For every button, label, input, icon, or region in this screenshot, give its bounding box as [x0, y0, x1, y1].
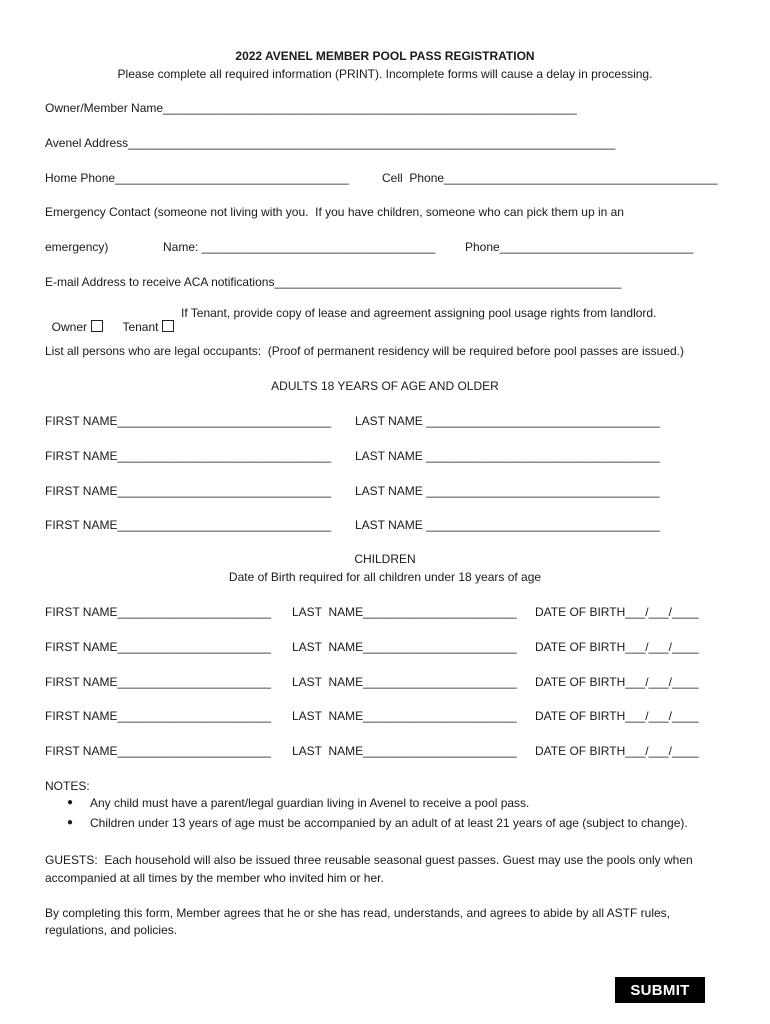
note-item: Children under 13 years of age must be accompanied by an adult of at least 21 years of age (subject to change).: [90, 816, 688, 830]
adult-first-name-field[interactable]: FIRST NAME________________________________: [45, 414, 332, 428]
submit-button[interactable]: SUBMIT: [615, 977, 705, 1003]
cell-phone-field[interactable]: Cell Phone_________________________________________: [382, 171, 718, 185]
agreement-text-line1: By completing this form, Member agrees that he or she has read, understands, and agrees to abide by all ASTF rules,: [45, 906, 670, 920]
owner-label: Owner: [51, 320, 88, 334]
child-first-name-field[interactable]: FIRST NAME_______________________: [45, 744, 271, 758]
tenant-note: If Tenant, provide copy of lease and agreement assigning pool usage rights from landlord.: [181, 306, 657, 320]
form-title: 2022 AVENEL MEMBER POOL PASS REGISTRATION: [235, 49, 535, 63]
adult-last-name-field[interactable]: LAST NAME ___________________________________: [355, 414, 660, 428]
child-dob-field[interactable]: DATE OF BIRTH___/___/____: [535, 605, 699, 619]
agreement-text-line2: regulations, and policies.: [45, 923, 178, 937]
tenant-label: Tenant: [122, 320, 159, 334]
emergency-label: emergency): [45, 240, 109, 254]
guests-text-line2: accompanied at all times by the member who invited him or her.: [45, 871, 384, 885]
child-dob-field[interactable]: DATE OF BIRTH___/___/____: [535, 709, 699, 723]
child-first-name-field[interactable]: FIRST NAME_______________________: [45, 640, 271, 654]
avenel-address-field[interactable]: Avenel Address_________________________________________________________________________: [45, 136, 616, 150]
child-last-name-field[interactable]: LAST NAME_______________________: [292, 640, 517, 654]
note-item: Any child must have a parent/legal guardian living in Avenel to receive a pool pass.: [90, 796, 530, 810]
adult-first-name-field[interactable]: FIRST NAME________________________________: [45, 449, 332, 463]
emergency-phone-field[interactable]: Phone_____________________________: [465, 240, 694, 254]
owner-member-name-field[interactable]: Owner/Member Name______________________________________________________________: [45, 101, 577, 115]
adult-first-name-field[interactable]: FIRST NAME________________________________: [45, 484, 332, 498]
adult-last-name-field[interactable]: LAST NAME ___________________________________: [355, 484, 660, 498]
child-last-name-field[interactable]: LAST NAME_______________________: [292, 605, 517, 619]
child-first-name-field[interactable]: FIRST NAME_______________________: [45, 709, 271, 723]
owner-option[interactable]: [45, 306, 103, 334]
child-dob-field[interactable]: DATE OF BIRTH___/___/____: [535, 640, 699, 654]
child-dob-field[interactable]: DATE OF BIRTH___/___/____: [535, 744, 699, 758]
bullet-icon: ●: [67, 817, 74, 828]
email-field[interactable]: E-mail Address to receive ACA notifications____________________________________________________: [45, 275, 622, 289]
tenant-checkbox[interactable]: [162, 320, 174, 332]
adult-first-name-field[interactable]: FIRST NAME________________________________: [45, 518, 332, 532]
child-last-name-field[interactable]: LAST NAME_______________________: [292, 744, 517, 758]
emergency-contact-label: Emergency Contact (someone not living with you. If you have children, someone who can pick them up in an: [45, 205, 624, 219]
adults-heading: ADULTS 18 YEARS OF AGE AND OLDER: [271, 379, 499, 393]
adult-last-name-field[interactable]: LAST NAME ___________________________________: [355, 449, 660, 463]
form-subtitle: Please complete all required information (PRINT). Incomplete forms will cause a delay in processing.: [117, 67, 653, 81]
emergency-name-field[interactable]: Name: ___________________________________: [163, 240, 436, 254]
adult-last-name-field[interactable]: LAST NAME ___________________________________: [355, 518, 660, 532]
home-phone-field[interactable]: Home Phone___________________________________: [45, 171, 349, 185]
child-dob-field[interactable]: DATE OF BIRTH___/___/____: [535, 675, 699, 689]
guests-text-line1: GUESTS: Each household will also be issued three reusable seasonal guest passes. Guest may use the pools only when: [45, 853, 693, 867]
child-last-name-field[interactable]: LAST NAME_______________________: [292, 675, 517, 689]
occupants-intro: List all persons who are legal occupants: (Proof of permanent residency will be required before pool passes are issued.): [45, 344, 685, 358]
child-first-name-field[interactable]: FIRST NAME_______________________: [45, 605, 271, 619]
child-last-name-field[interactable]: LAST NAME_______________________: [292, 709, 517, 723]
tenant-option[interactable]: [116, 306, 174, 334]
children-subheading: Date of Birth required for all children under 18 years of age: [228, 570, 542, 584]
child-first-name-field[interactable]: FIRST NAME_______________________: [45, 675, 271, 689]
notes-heading: NOTES:: [45, 779, 90, 793]
owner-checkbox[interactable]: [91, 320, 103, 332]
bullet-icon: ●: [67, 797, 74, 808]
children-heading: CHILDREN: [354, 552, 416, 566]
